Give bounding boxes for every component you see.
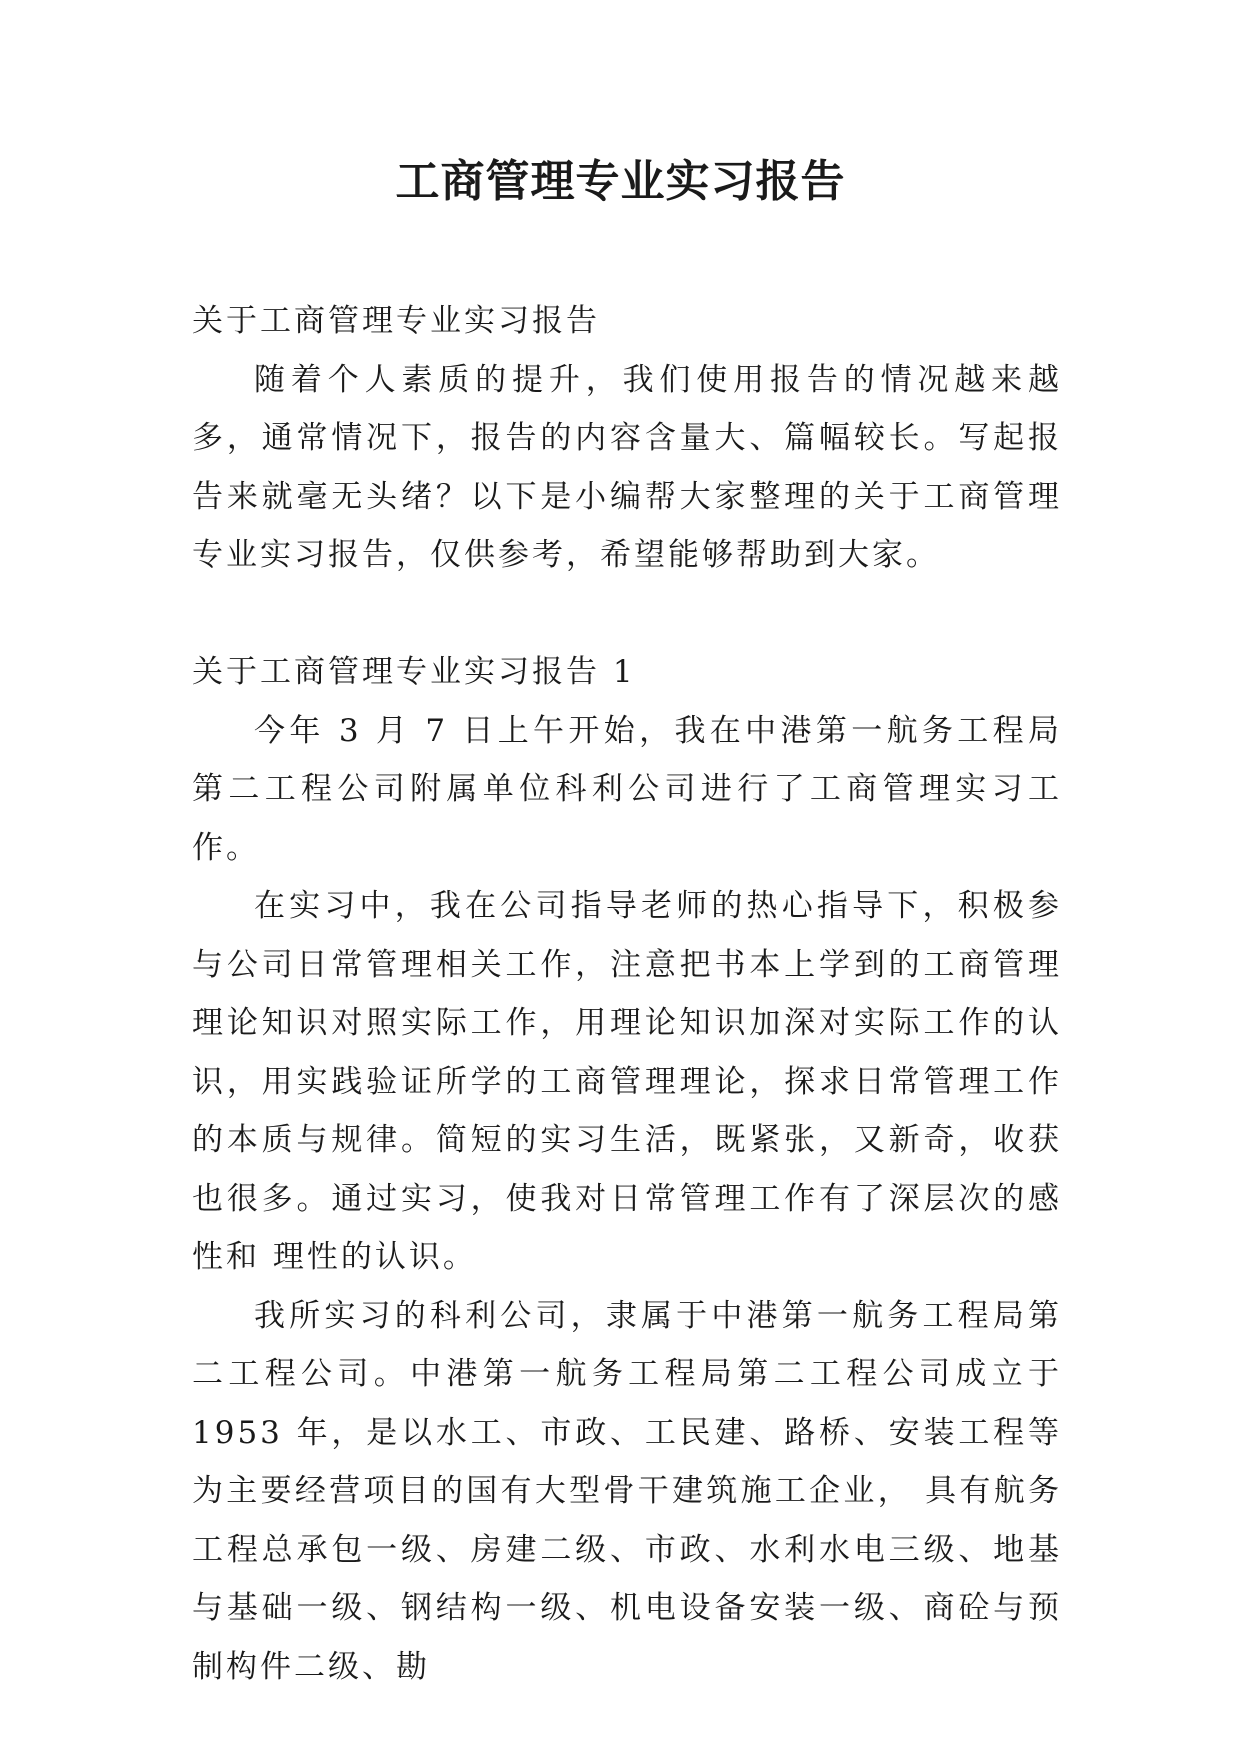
intro-heading: 关于工商管理专业实习报告 bbox=[192, 303, 600, 339]
document-body bbox=[192, 292, 1062, 1696]
section-spacer bbox=[192, 585, 1062, 644]
body-paragraph: 我所实习的科利公司，隶属于中港第一航务工程局第二工程公司。中港第一航务工程局第二工程公司成立于 1953 年，是以水工、市政、工民建、路桥、安装工程等为主要经营项目的国有大型骨干建筑施工企业， 具有航务工程总承包一级、房建二级、市政、水利水电三级、地基与基础一级、钢结构一级、机电设备安装一级、商砼与预制构件二级、勘 bbox=[192, 1297, 1062, 1685]
document-title: 工商管理专业实习报告 bbox=[395, 156, 846, 207]
body-paragraph: 今年 3 月 7 日上午开始，我在中港第一航务工程局第二工程公司附属单位科利公司进行了工商管理实习工作。 bbox=[192, 712, 1062, 866]
intro-paragraph: 随着个人素质的提升，我们使用报告的情况越来越多，通常情况下，报告的内容含量大、篇幅较长。写起报告来就毫无头绪？以下是小编帮大家整理的关于工商管理专业实习报告，仅供参考，希望能够帮助到大家。 bbox=[192, 361, 1062, 573]
body-paragraph: 在实习中，我在公司指导老师的热心指导下，积极参与公司日常管理相关工作，注意把书本上学到的工商管理理论知识对照实际工作，用理论知识加深对实际工作的认识，用实践验证所学的工商管理理论，探求日常管理工作的本质与规律。简短的实习生活，既紧张，又新奇，收获也很多。通过实习，使我对日常管理工作有了深层次的感性和 理性的认识。 bbox=[192, 888, 1062, 1275]
section-heading: 关于工商管理专业实习报告 1 bbox=[192, 654, 636, 690]
